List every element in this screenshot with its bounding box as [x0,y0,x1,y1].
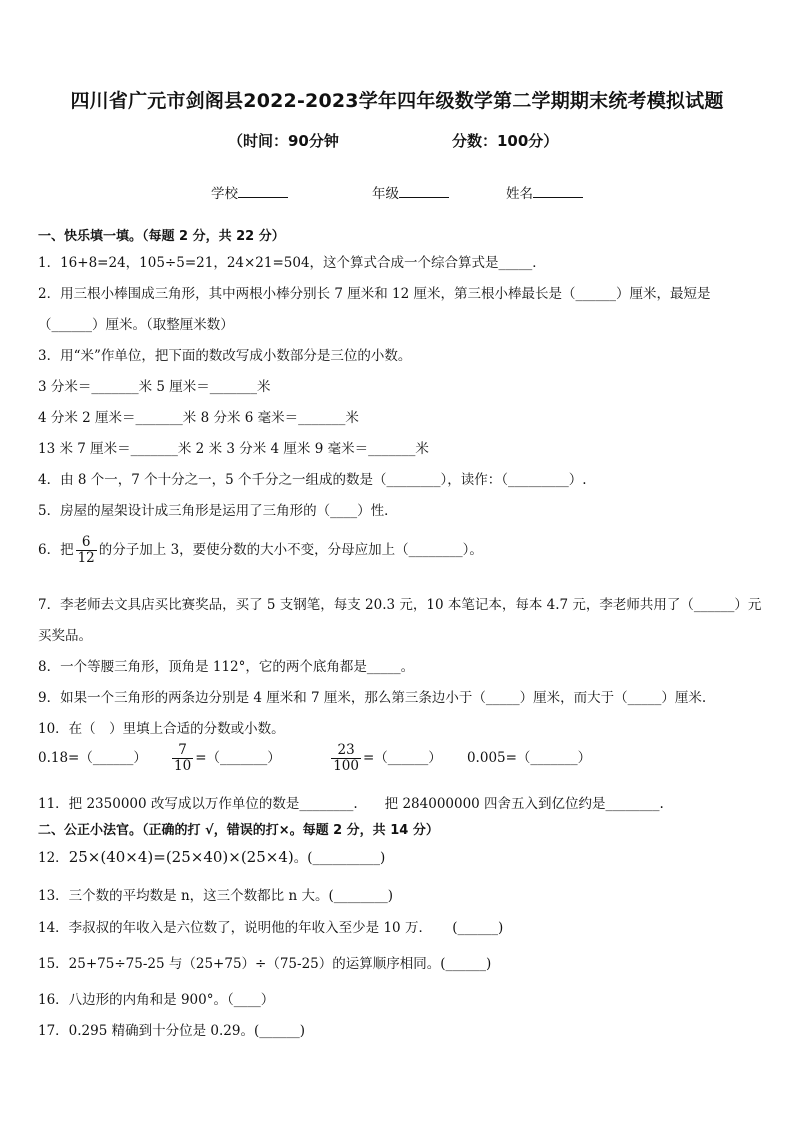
fraction-6-12 [76,535,97,566]
question-3-intro: 3．用“米”作单位，把下面的数改写成小数部分是三位的小数。 [38,348,412,364]
question-10-items [38,743,591,774]
question-12-suffix: 。(__________) [293,850,386,866]
fraction-denominator: 12 [77,549,95,566]
school-label: 学校 [211,186,238,202]
score-label: 分数：100分） [452,132,559,150]
question-8: 8．一个等腰三角形，顶角是 112°，它的两个底角都是_____。 [38,659,415,675]
question-2-line-1: 2．用三根小棒围成三角形，其中两根小棒分别长 7 厘米和 12 厘米，第三根小棒最长是（______）厘米，最短是 [38,286,711,302]
question-6-prefix: 6．把 [38,541,74,558]
question-12-expression: 25×(40×4)=(25×40)×(25×4) [68,848,294,866]
time-label: （时间：90分钟 [228,132,339,150]
fraction-numerator: 23 [331,743,361,759]
question-2-line-2: （______）厘米。（取整厘米数） [38,317,234,333]
question-7-line-2: 买奖品。 [38,628,92,644]
question-9: 9．如果一个三角形的两条边分别是 4 厘米和 7 厘米，那么第三条边小于（_____）厘米，而大于（_____）厘米. [38,690,707,706]
question-14: 14．李叔叔的年收入是六位数了，说明他的年收入至少是 10 万． (______) [38,920,504,936]
question-10-intro: 10．在（ ）里填上合适的分数或小数。 [38,721,285,737]
section-1-heading: 一、快乐填一填。（每题 2 分，共 22 分） [38,229,285,244]
fraction-numerator: 7 [172,743,193,759]
question-15: 15．25+75÷75-25 与（25+75）÷（75-25）的运算顺序相同。(______) [38,956,492,972]
fraction-7-10 [172,743,193,774]
question-7-line-1: 7．李老师去文具店买比赛奖品，买了 5 支钢笔，每支 20.3 元，10 本笔记本，每本 4.7 元，李老师共用了（______）元 [38,597,762,613]
student-info-row [0,182,794,202]
fraction-denominator: 10 [174,757,192,774]
question-6-suffix: 的分子加上 3，要使分数的大小不变，分母应加上（________）。 [98,541,483,558]
question-17: 17．0.295 精确到十分位是 0.29。(______) [38,1023,306,1039]
question-10-c-suffix: =（______） [362,749,442,766]
question-3-row-1: 3 分米＝_______米 5 厘米＝_______米 [38,379,271,395]
question-10-d: 0.005=（_______） [466,749,592,766]
name-blank[interactable] [533,185,583,198]
question-12 [38,846,385,866]
fraction-denominator: 100 [333,757,359,774]
fraction-23-100 [331,743,361,774]
question-10-b-suffix: =（_______） [195,749,281,766]
grade-field [372,182,449,202]
question-6 [38,535,483,566]
question-10-a: 0.18=（______） [38,749,147,766]
page-title: 四川省广元市剑阁县2022-2023学年四年级数学第二学期期末统考模拟试题 [70,90,724,112]
exam-meta [0,130,794,152]
name-field [506,182,583,202]
fraction-numerator: 6 [76,535,97,551]
school-blank[interactable] [238,185,288,198]
grade-label: 年级 [372,186,399,202]
grade-blank[interactable] [399,185,449,198]
question-16: 16．八边形的内角和是 900°。（____） [38,992,275,1008]
section-2-heading: 二、公正小法官。（正确的打 √，错误的打×。每题 2 分，共 14 分） [38,823,439,838]
question-13: 13．三个数的平均数是 n，这三个数都比 n 大。(________) [38,888,393,904]
question-11: 11．把 2350000 改写成以万作单位的数是________. 把 284000000 四舍五入到亿位约是________. [38,796,664,812]
name-label: 姓名 [506,186,533,202]
question-3-row-3: 13 米 7 厘米＝_______米 2 米 3 分米 4 厘米 9 毫米＝_______米 [38,441,429,457]
question-4: 4．由 8 个一，7 个十分之一，5 个千分之一组成的数是（________），读作：（_________）. [38,472,587,488]
question-12-prefix: 12． [38,850,69,866]
question-5: 5．房屋的屋架设计成三角形是运用了三角形的（____）性． [38,503,398,519]
question-1: 1．16+8=24，105÷5=21，24×21=504，这个算式合成一个综合算式是_____． [38,255,546,271]
question-3-row-2: 4 分米 2 厘米＝_______米 8 分米 6 毫米＝_______米 [38,410,359,426]
school-field [211,182,288,202]
